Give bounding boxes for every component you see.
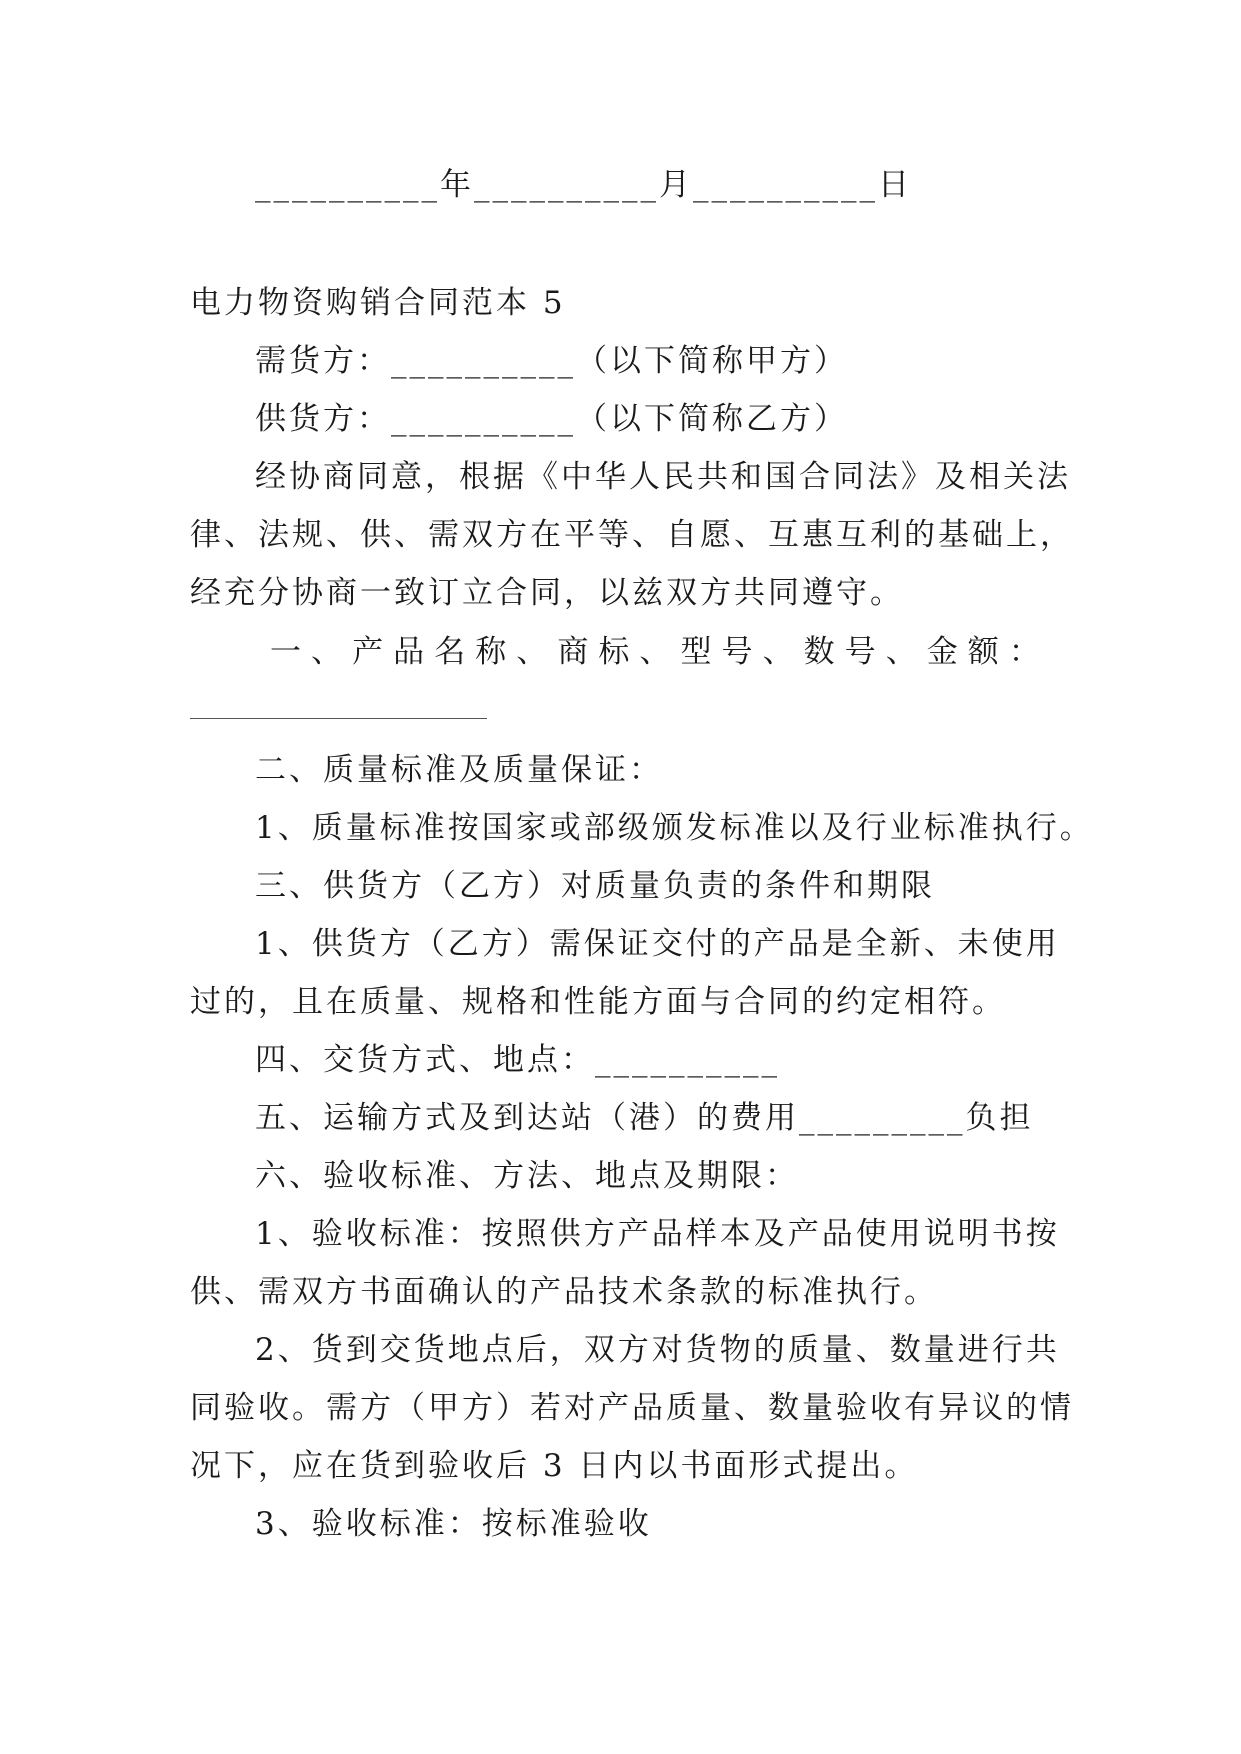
section-6-item-2-line: 况下，应在货到验收后 3 日内以书面形式提出。 (190, 1448, 919, 1484)
section-1-char: 、 (885, 634, 917, 670)
section-1-char: ： (1008, 634, 1040, 670)
section-6-item-3: 3、验收标准：按标准验收 (255, 1506, 652, 1542)
section-1-char: 标 (598, 634, 630, 670)
section-4-heading: 四、交货方式、地点：__________ (255, 1042, 780, 1078)
date-line: __________年__________月__________日 (255, 167, 912, 203)
section-1-char: 名 (434, 634, 466, 670)
section-1-char: 品 (393, 634, 425, 670)
section-6-item-1-line: 供、需双方书面确认的产品技术条款的标准执行。 (190, 1274, 938, 1310)
intro-paragraph-line: 律、法规、供、需双方在平等、自愿、互惠互利的基础上， (190, 517, 1074, 553)
section-6-item-1-line: 1、验收标准：按照供方产品样本及产品使用说明书按 (255, 1216, 1060, 1252)
section-2-heading: 二、质量标准及质量保证： (255, 752, 663, 788)
section-1-char: 金 (926, 634, 958, 670)
section-1-char: 、 (311, 634, 343, 670)
section-6-heading: 六、验收标准、方法、地点及期限： (255, 1158, 799, 1194)
section-3-heading: 三、供货方（乙方）对质量负责的条件和期限 (255, 868, 935, 904)
section-1-char: 称 (475, 634, 507, 670)
section-6-item-2-line: 同验收。需方（甲方）若对产品质量、数量验收有异议的情 (190, 1390, 1074, 1426)
section-2-item-1: 1、质量标准按国家或部级颁发标准以及行业标准执行。 (255, 810, 1094, 846)
buyer-line: 需货方：__________（以下简称甲方） (255, 343, 848, 379)
intro-paragraph-line: 经充分协商一致订立合同，以兹双方共同遵守。 (190, 575, 904, 611)
section-1-char: 、 (516, 634, 548, 670)
section-1-char: 、 (639, 634, 671, 670)
section-1-char: 商 (557, 634, 589, 670)
section-1-char: 型 (680, 634, 712, 670)
section-1-heading (270, 632, 1040, 672)
section-1-char: 、 (762, 634, 794, 670)
section-5-heading: 五、运输方式及到达站（港）的费用_________负担 (255, 1100, 1034, 1136)
intro-paragraph-line: 经协商同意，根据《中华人民共和国合同法》及相关法 (255, 459, 1071, 495)
section-1-char: 号 (721, 634, 753, 670)
section-1-char: 一 (270, 634, 301, 670)
section-1-char: 数 (803, 634, 835, 670)
section-3-item-1-line: 1、供货方（乙方）需保证交付的产品是全新、未使用 (255, 926, 1060, 962)
seller-line: 供货方：__________（以下简称乙方） (255, 401, 848, 437)
contract-title: 电力物资购销合同范本 5 (190, 285, 566, 321)
section-1-char: 号 (844, 634, 876, 670)
section-6-item-2-line: 2、货到交货地点后，双方对货物的质量、数量进行共 (255, 1332, 1060, 1368)
blank-fill-line (190, 718, 487, 719)
section-3-item-1-line: 过的，且在质量、规格和性能方面与合同的约定相符。 (190, 984, 1006, 1020)
section-1-char: 产 (352, 634, 384, 670)
section-1-char: 额 (967, 634, 999, 670)
